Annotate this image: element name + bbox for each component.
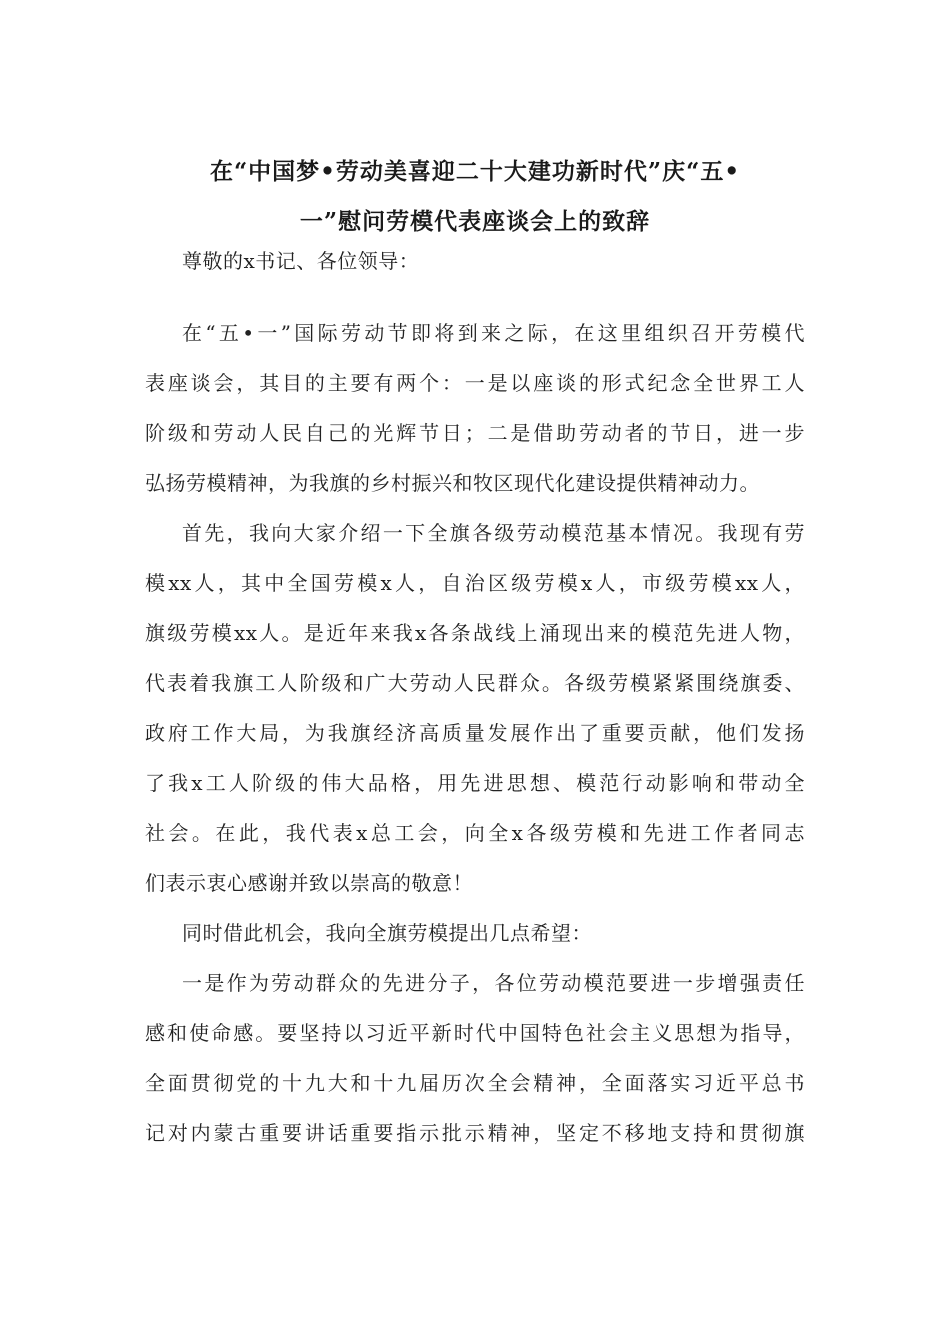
salutation: 尊敬的x书记、各位领导： [182,249,420,273]
body-line: 感和使命感。要坚持以习近平新时代中国特色社会主义思想为指导， [145,1021,805,1045]
body-line: 代表着我旗工人阶级和广大劳动人民群众。各级劳模紧紧围绕旗委、 [145,671,805,695]
body-line: 在“五•一”国际劳动节即将到来之际，在这里组织召开劳模代 [182,321,805,345]
body-line: 弘扬劳模精神，为我旗的乡村振兴和牧区现代化建设提供精神动力。 [145,471,760,495]
body-line: 政府工作大局，为我旗经济高质量发展作出了重要贡献，他们发扬 [145,721,805,745]
body-line: 表座谈会，其目的主要有两个：一是以座谈的形式纪念全世界工人 [145,371,805,395]
body-line: 了我x工人阶级的伟大品格，用先进思想、模范行动影响和带动全 [145,771,805,795]
body-line: 阶级和劳动人民自己的光辉节日；二是借助劳动者的节日，进一步 [145,421,805,445]
document-title-line-1: 在“中国梦•劳动美喜迎二十大建功新时代”庆“五• [209,158,741,185]
body-line: 首先，我向大家介绍一下全旗各级劳动模范基本情况。我现有劳 [182,521,805,545]
body-line: 模xx人，其中全国劳模x人，自治区级劳模x人，市级劳模xx人， [145,571,805,595]
body-line: 同时借此机会，我向全旗劳模提出几点希望： [182,921,592,945]
body-line: 社会。在此，我代表x总工会，向全x各级劳模和先进工作者同志 [145,821,805,845]
body-line: 旗级劳模xx人。是近年来我x各条战线上涌现出来的模范先进人物， [145,621,805,645]
body-line: 一是作为劳动群众的先进分子，各位劳动模范要进一步增强责任 [182,971,805,995]
body-line: 全面贯彻党的十九大和十九届历次全会精神，全面落实习近平总书 [145,1071,805,1095]
body-line: 们表示衷心感谢并致以崇高的敬意！ [145,871,473,895]
body-line: 记对内蒙古重要讲话重要指示批示精神，坚定不移地支持和贯彻旗 [145,1121,805,1145]
document-title-line-2: 一”慰问劳模代表座谈会上的致辞 [299,208,651,235]
